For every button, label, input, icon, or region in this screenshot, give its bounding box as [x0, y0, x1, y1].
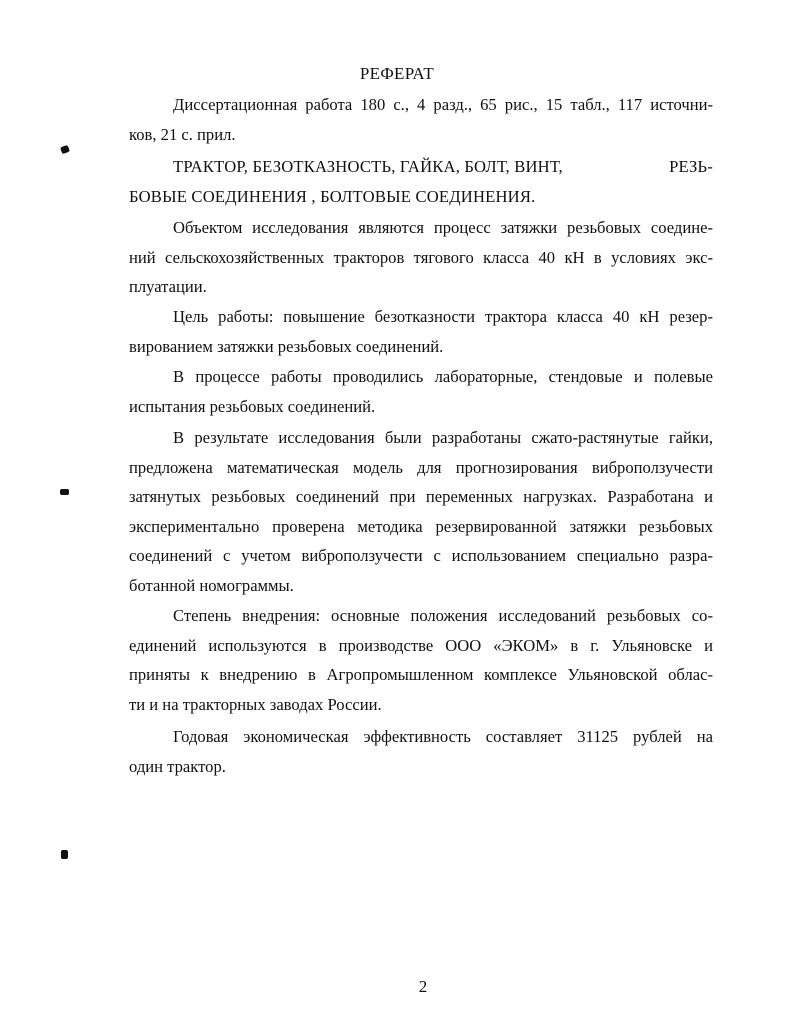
text-line: ний сельскохозяйственных тракторов тягового класса 40 кН в условиях экс- — [129, 247, 713, 267]
page-title: РЕФЕРАТ — [359, 64, 435, 83]
scan-mark — [61, 850, 68, 859]
text-line: единений используются в производстве ООО «ЭКОМ» в г. Ульяновске и — [129, 635, 713, 655]
text-line: экспериментально проверена методика резервированной затяжки резьбовых — [129, 516, 713, 536]
text-line: БОВЫЕ СОЕДИНЕНИЯ , БОЛТОВЫЕ СОЕДИНЕНИЯ. — [129, 186, 536, 206]
text-line: один трактор. — [129, 756, 226, 776]
paragraph-results — [129, 423, 713, 600]
text-line: Цель работы: повышение безотказности трактора класса 40 кН резер- — [173, 307, 713, 326]
text-line: испытания резьбовых соединений. — [129, 396, 376, 416]
text-line: ков, 21 с. прил. — [129, 124, 236, 144]
text-line: вированием затяжки резьбовых соединений. — [129, 336, 444, 356]
text-line: Объектом исследования являются процесс затяжки резьбовых соедине- — [173, 218, 713, 237]
scan-mark — [60, 489, 69, 495]
text-line: В процессе работы проводились лабораторные, стендовые и полевые — [173, 367, 713, 386]
page-number: 2 — [418, 977, 428, 996]
text-line: ТРАКТОР, БЕЗОТКАЗНОСТЬ, ГАЙКА, БОЛТ, ВИНТ, — [173, 157, 563, 176]
text-line: плуатации. — [129, 277, 207, 296]
text-line: ботанной номограммы. — [129, 575, 294, 595]
text-line: приняты к внедрению в Агропромышленном комплексе Ульяновской облас- — [129, 665, 713, 684]
text-line: соединений с учетом виброползучести с использованием специально разра- — [129, 546, 713, 565]
paragraph-efficiency — [129, 722, 713, 781]
paragraph-object — [129, 213, 713, 302]
text-line: ти и на тракторных заводах России. — [129, 694, 382, 714]
text-line: В результате исследования были разработаны сжато-растянутые гайки, — [173, 428, 713, 447]
scan-mark — [60, 145, 70, 154]
paragraph-goal — [129, 302, 713, 361]
text-line: затянутых резьбовых соединений при переменных нагрузках. Разработана и — [129, 487, 713, 506]
text-line: предложена математическая модель для прогнозирования виброползучести — [129, 457, 713, 477]
text-line: Диссертационная работа 180 с., 4 разд., 65 рис., 15 табл., 117 источни- — [173, 95, 713, 114]
text-line: РЕЗЬ- — [669, 157, 713, 176]
text-line: Годовая экономическая эффективность составляет 31125 рублей на — [173, 727, 713, 746]
text-line: Степень внедрения: основные положения исследований резьбовых со- — [173, 606, 713, 625]
paragraph-process — [129, 362, 713, 421]
paragraph-summary — [129, 90, 713, 149]
paragraph-keywords — [129, 152, 713, 211]
paragraph-implementation — [129, 601, 713, 719]
